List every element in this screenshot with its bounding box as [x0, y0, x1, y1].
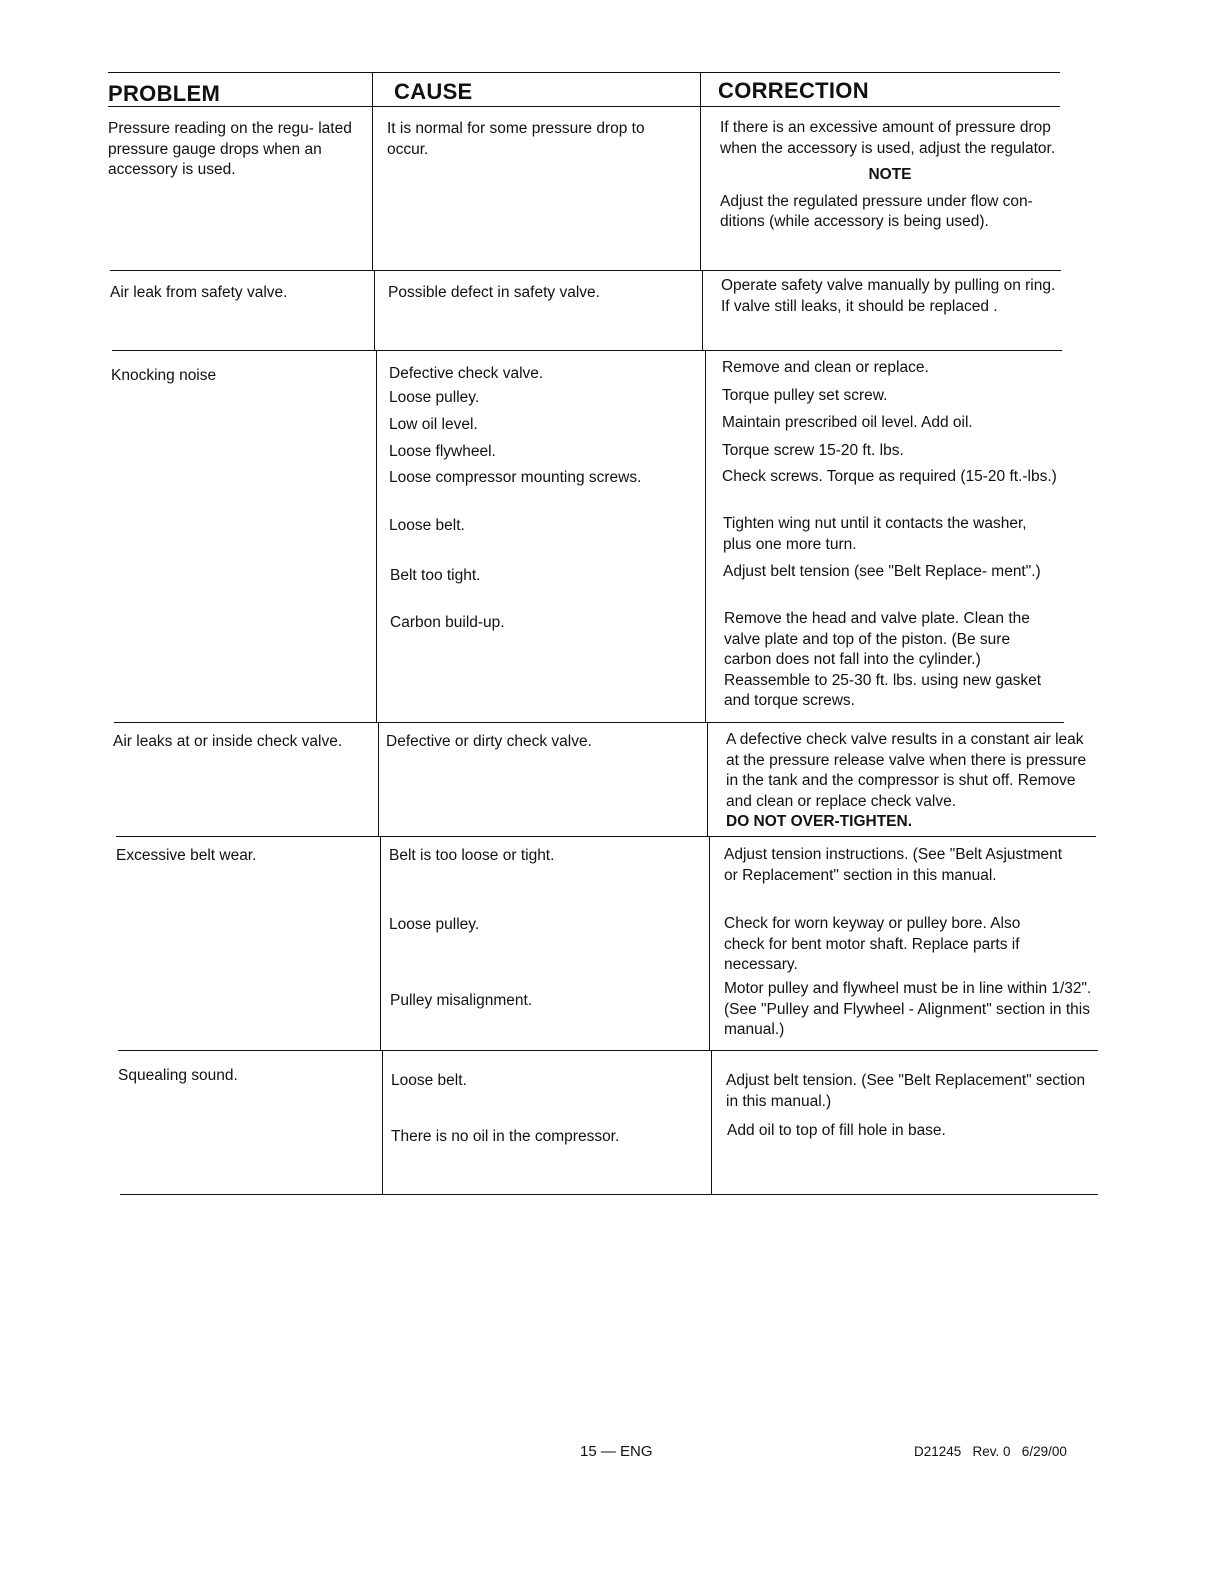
correction-cell: Torque pulley set screw. [722, 387, 888, 404]
cause-cell: Loose flywheel. [389, 443, 496, 460]
problem-cell: Excessive belt wear. [116, 847, 257, 864]
correction-cell: Operate safety valve manually by pulling on ring. If valve still leaks, it should be replaced . [721, 277, 1056, 315]
column-divider-2 [711, 1050, 712, 1194]
problem-cell: Squealing sound. [118, 1067, 238, 1084]
column-divider-2 [702, 270, 703, 350]
page-number: 15 — ENG [580, 1443, 653, 1460]
correction-cell: Remove and clean or replace. [722, 359, 929, 376]
table-bottom-rule [120, 1194, 1098, 1195]
correction-cell: Tighten wing nut until it contacts the washer, plus one more turn. [723, 515, 1027, 553]
cause-cell: Belt too tight. [390, 567, 481, 584]
column-divider-1 [378, 722, 379, 836]
table-top-rule [108, 72, 1060, 73]
cause-cell: Low oil level. [389, 416, 478, 433]
cause-cell: Loose belt. [391, 1072, 467, 1089]
column-divider-2 [709, 836, 710, 1050]
cause-cell: Pulley misalignment. [390, 992, 533, 1009]
column-divider-2 [705, 350, 706, 722]
row-separator [118, 1050, 1098, 1051]
correction-cell: Maintain prescribed oil level. Add oil. [722, 414, 973, 431]
correction-cell: Adjust belt tension. (See "Belt Replacement" section in this manual.) [726, 1072, 1086, 1110]
cause-cell: Carbon build-up. [390, 614, 505, 631]
cause-cell: Loose pulley. [389, 389, 480, 406]
correction-cell: Motor pulley and flywheel must be in line within 1/32". (See "Pulley and Flywheel - Alignment" section in this manual.) [724, 980, 1092, 1038]
column-divider-1 [374, 270, 375, 350]
note-label: NOTE [868, 166, 912, 183]
correction-cell: Add oil to top of fill hole in base. [727, 1122, 946, 1139]
row-separator [114, 722, 1064, 723]
correction-text: If there is an excessive amount of pressure drop when the accessory is used, adjust the regulator. [720, 119, 1056, 157]
cause-cell: Possible defect in safety valve. [388, 284, 600, 301]
problem-cell: Knocking noise [111, 367, 217, 384]
column-divider-1 [376, 350, 377, 722]
correction-cell [726, 730, 1096, 833]
header-problem: PROBLEM [108, 81, 221, 106]
cause-cell: There is no oil in the compressor. [391, 1128, 620, 1145]
cause-cell: Loose pulley. [389, 916, 480, 933]
cause-cell: Belt is too loose or tight. [389, 847, 555, 864]
header-bottom-rule [108, 106, 1060, 107]
correction-text: A defective check valve results in a constant air leak at the pressure release valve when there is pressure in the tank and the compressor is shut off. Remove and clean or replace check valve. [726, 731, 1087, 810]
correction-cell: Torque screw 15-20 ft. lbs. [722, 442, 904, 459]
column-divider-2 [707, 722, 708, 836]
document-code: D21245 Rev. 0 6/29/00 [914, 1444, 1067, 1459]
column-divider-1 [372, 72, 373, 270]
correction-cell: Adjust tension instructions. (See "Belt Asjustment or Replacement" section in this manual. [724, 846, 1063, 884]
correction-cell [720, 118, 1060, 233]
cause-cell: Loose belt. [389, 517, 465, 534]
column-divider-1 [382, 1050, 383, 1194]
correction-cell: Adjust belt tension (see "Belt Replace- ment".) [723, 563, 1041, 580]
cause-cell: Defective or dirty check valve. [386, 733, 592, 750]
row-separator [110, 270, 1061, 271]
row-separator [112, 350, 1062, 351]
header-cause: CAUSE [394, 79, 473, 104]
correction-cell: Remove the head and valve plate. Clean the valve plate and top of the piston. (Be sure carbon does not fall into the cylinder.) Reassemble to 25-30 ft. lbs. using new gasket and torque screws. [724, 610, 1042, 709]
problem-cell: Air leak from safety valve. [110, 284, 288, 301]
correction-cell: Check for worn keyway or pulley bore. Also check for bent motor shaft. Replace parts if necessary. [724, 915, 1021, 973]
cause-cell: Defective check valve. [389, 365, 544, 382]
column-divider-1 [380, 836, 381, 1050]
problem-cell: Pressure reading on the regu- lated pressure gauge drops when an accessory is used. [108, 120, 352, 178]
warning-text: DO NOT OVER-TIGHTEN. [726, 813, 912, 830]
column-divider-2 [700, 72, 701, 270]
cause-cell: It is normal for some pressure drop to occur. [387, 120, 645, 158]
cause-cell: Loose compressor mounting screws. [389, 469, 642, 486]
header-correction: CORRECTION [718, 78, 869, 103]
problem-cell: Air leaks at or inside check valve. [113, 733, 343, 750]
row-separator [116, 836, 1096, 837]
correction-cell: Check screws. Torque as required (15-20 ft.-lbs.) [722, 468, 1057, 485]
note-text: Adjust the regulated pressure under flow con- ditions (while accessory is being used). [720, 192, 1033, 230]
